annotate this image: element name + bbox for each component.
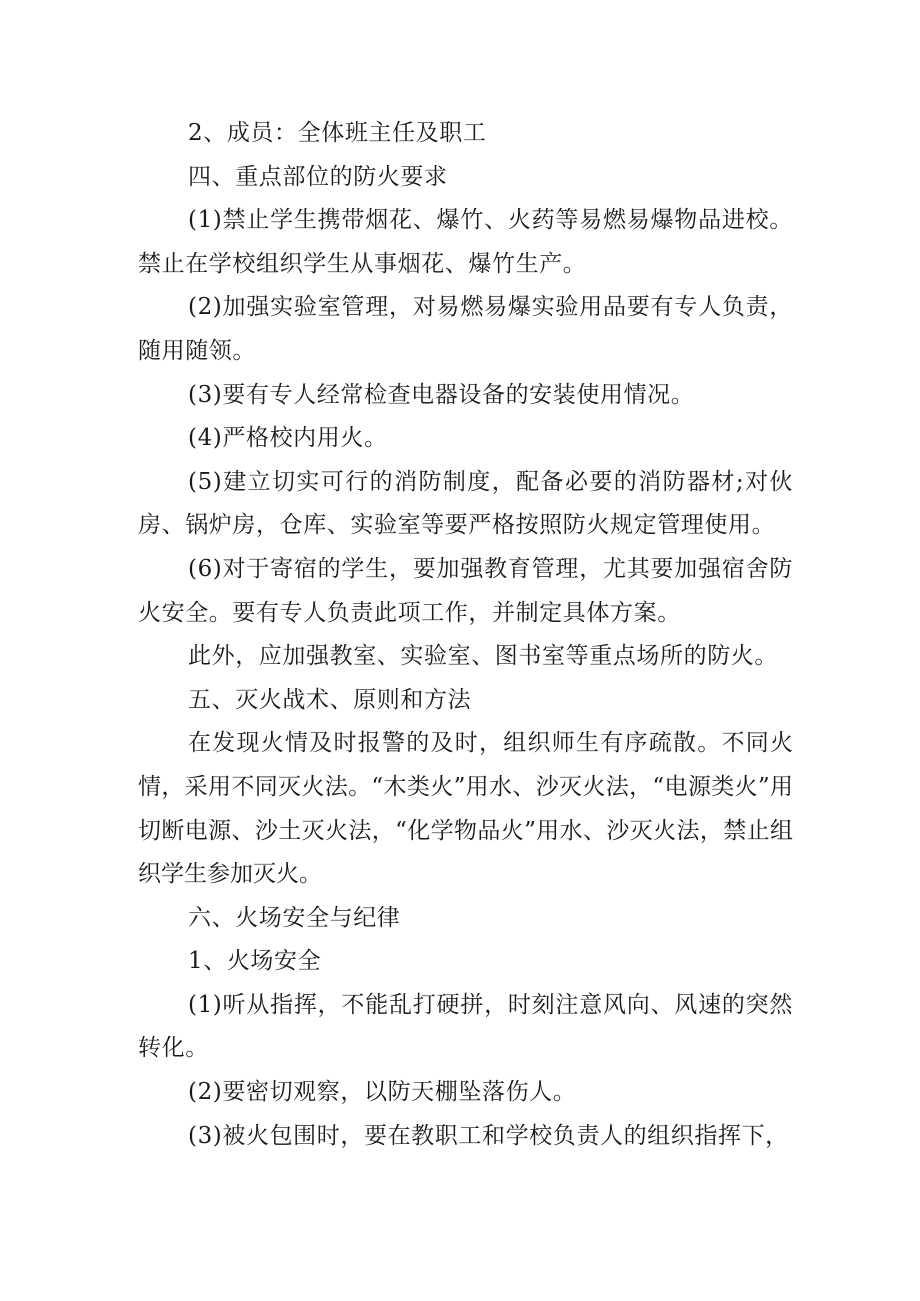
document-body <box>138 112 793 1158</box>
rule-item-3: (3)要有专人经常检查电器设备的安装使用情况。 <box>188 381 695 408</box>
rule-item-2: (2)加强实验室管理，对易燃易爆实验用品要有专人负责，随用随领。 <box>138 294 793 364</box>
safety-item-2: (2)要密切观察，以防天棚坠落伤人。 <box>188 1079 577 1106</box>
subheading-fire-scene-safety: 1、火场安全 <box>188 948 322 975</box>
member-line: 2、成员：全体班主任及职工 <box>188 120 487 146</box>
rule-item-6: (6)对于寄宿的学生，要加强教育管理，尤其要加强宿舍防火安全。要有专人负责此项工作，并制定具体方案。 <box>138 555 793 626</box>
safety-item-3: (3)被火包围时，要在教职工和学校负责人的组织指挥下， <box>188 1122 789 1149</box>
section-heading-fire-safety: 六、火场安全与纪律 <box>188 904 401 931</box>
rule-item-1: (1)禁止学生携带烟花、爆竹、火药等易燃易爆物品进校。禁止在学校组织学生从事烟花、爆竹生产。 <box>138 207 793 277</box>
firefighting-paragraph: 在发现火情及时报警的及时，组织师生有序疏散。不同火情，采用不同灭火法。“木类火”用水、沙灭火法，“电源类火”用切断电源、沙土灭火法，“化学物品火”用水、沙灭火法，禁止组织学生参加灭火。 <box>138 730 793 888</box>
safety-item-1: (1)听从指挥，不能乱打硬拼，时刻注意风向、风速的突然转化。 <box>138 991 793 1062</box>
rule-item-5: (5)建立切实可行的消防制度，配备必要的消防器材;对伙房、锅炉房，仓库、实验室等要严格按照防火规定管理使用。 <box>138 468 793 539</box>
rule-item-4: (4)严格校内用火。 <box>188 425 388 452</box>
section-heading-fire-prevention: 四、重点部位的防火要求 <box>188 163 448 190</box>
section-heading-firefighting: 五、灭火战术、原则和方法 <box>188 686 472 713</box>
additional-note: 此外，应加强教室、实验室、图书室等重点场所的防火。 <box>188 643 778 670</box>
